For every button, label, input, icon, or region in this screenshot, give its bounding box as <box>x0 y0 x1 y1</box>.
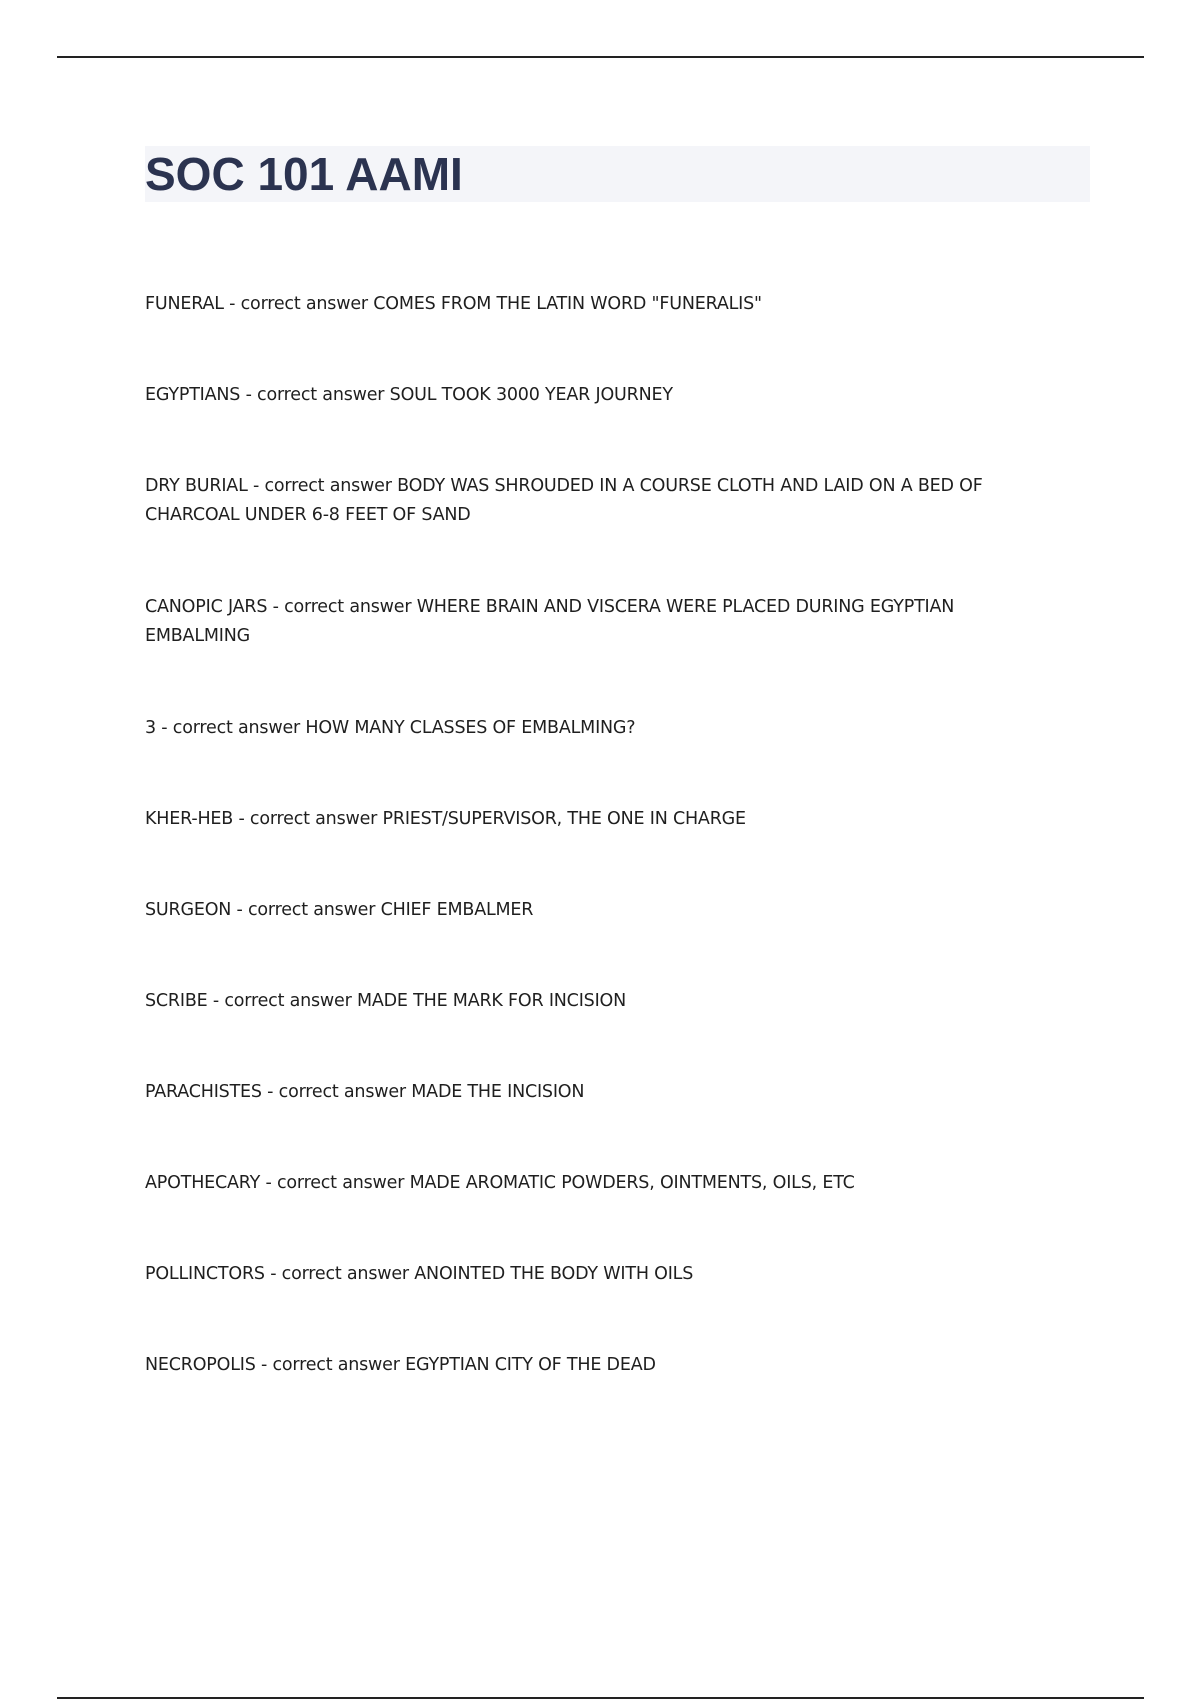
qa-item: KHER-HEB - correct answer PRIEST/SUPERVISOR, THE ONE IN CHARGE <box>145 809 746 829</box>
title-band <box>145 146 1090 202</box>
qa-item: NECROPOLIS - correct answer EGYPTIAN CITY OF THE DEAD <box>145 1355 656 1375</box>
qa-item: FUNERAL - correct answer COMES FROM THE LATIN WORD "FUNERALIS" <box>145 294 762 314</box>
qa-item: 3 - correct answer HOW MANY CLASSES OF EMBALMING? <box>145 718 636 738</box>
qa-item: CANOPIC JARS - correct answer WHERE BRAIN AND VISCERA WERE PLACED DURING EGYPTIAN EMBALMING <box>145 597 955 646</box>
qa-item: SURGEON - correct answer CHIEF EMBALMER <box>145 900 534 920</box>
top-divider <box>57 56 1144 58</box>
qa-item: SCRIBE - correct answer MADE THE MARK FOR INCISION <box>145 991 626 1011</box>
bottom-divider <box>57 1697 1144 1699</box>
document-title: SOC 101 AAMI <box>145 148 463 200</box>
qa-item: EGYPTIANS - correct answer SOUL TOOK 3000 YEAR JOURNEY <box>145 385 673 405</box>
qa-item: PARACHISTES - correct answer MADE THE INCISION <box>145 1082 585 1102</box>
qa-item: DRY BURIAL - correct answer BODY WAS SHROUDED IN A COURSE CLOTH AND LAID ON A BED OF CHARCOAL UNDER 6-8 FEET OF SAND <box>145 476 983 525</box>
qa-item: APOTHECARY - correct answer MADE AROMATIC POWDERS, OINTMENTS, OILS, ETC <box>145 1173 855 1193</box>
qa-item: POLLINCTORS - correct answer ANOINTED THE BODY WITH OILS <box>145 1264 694 1284</box>
